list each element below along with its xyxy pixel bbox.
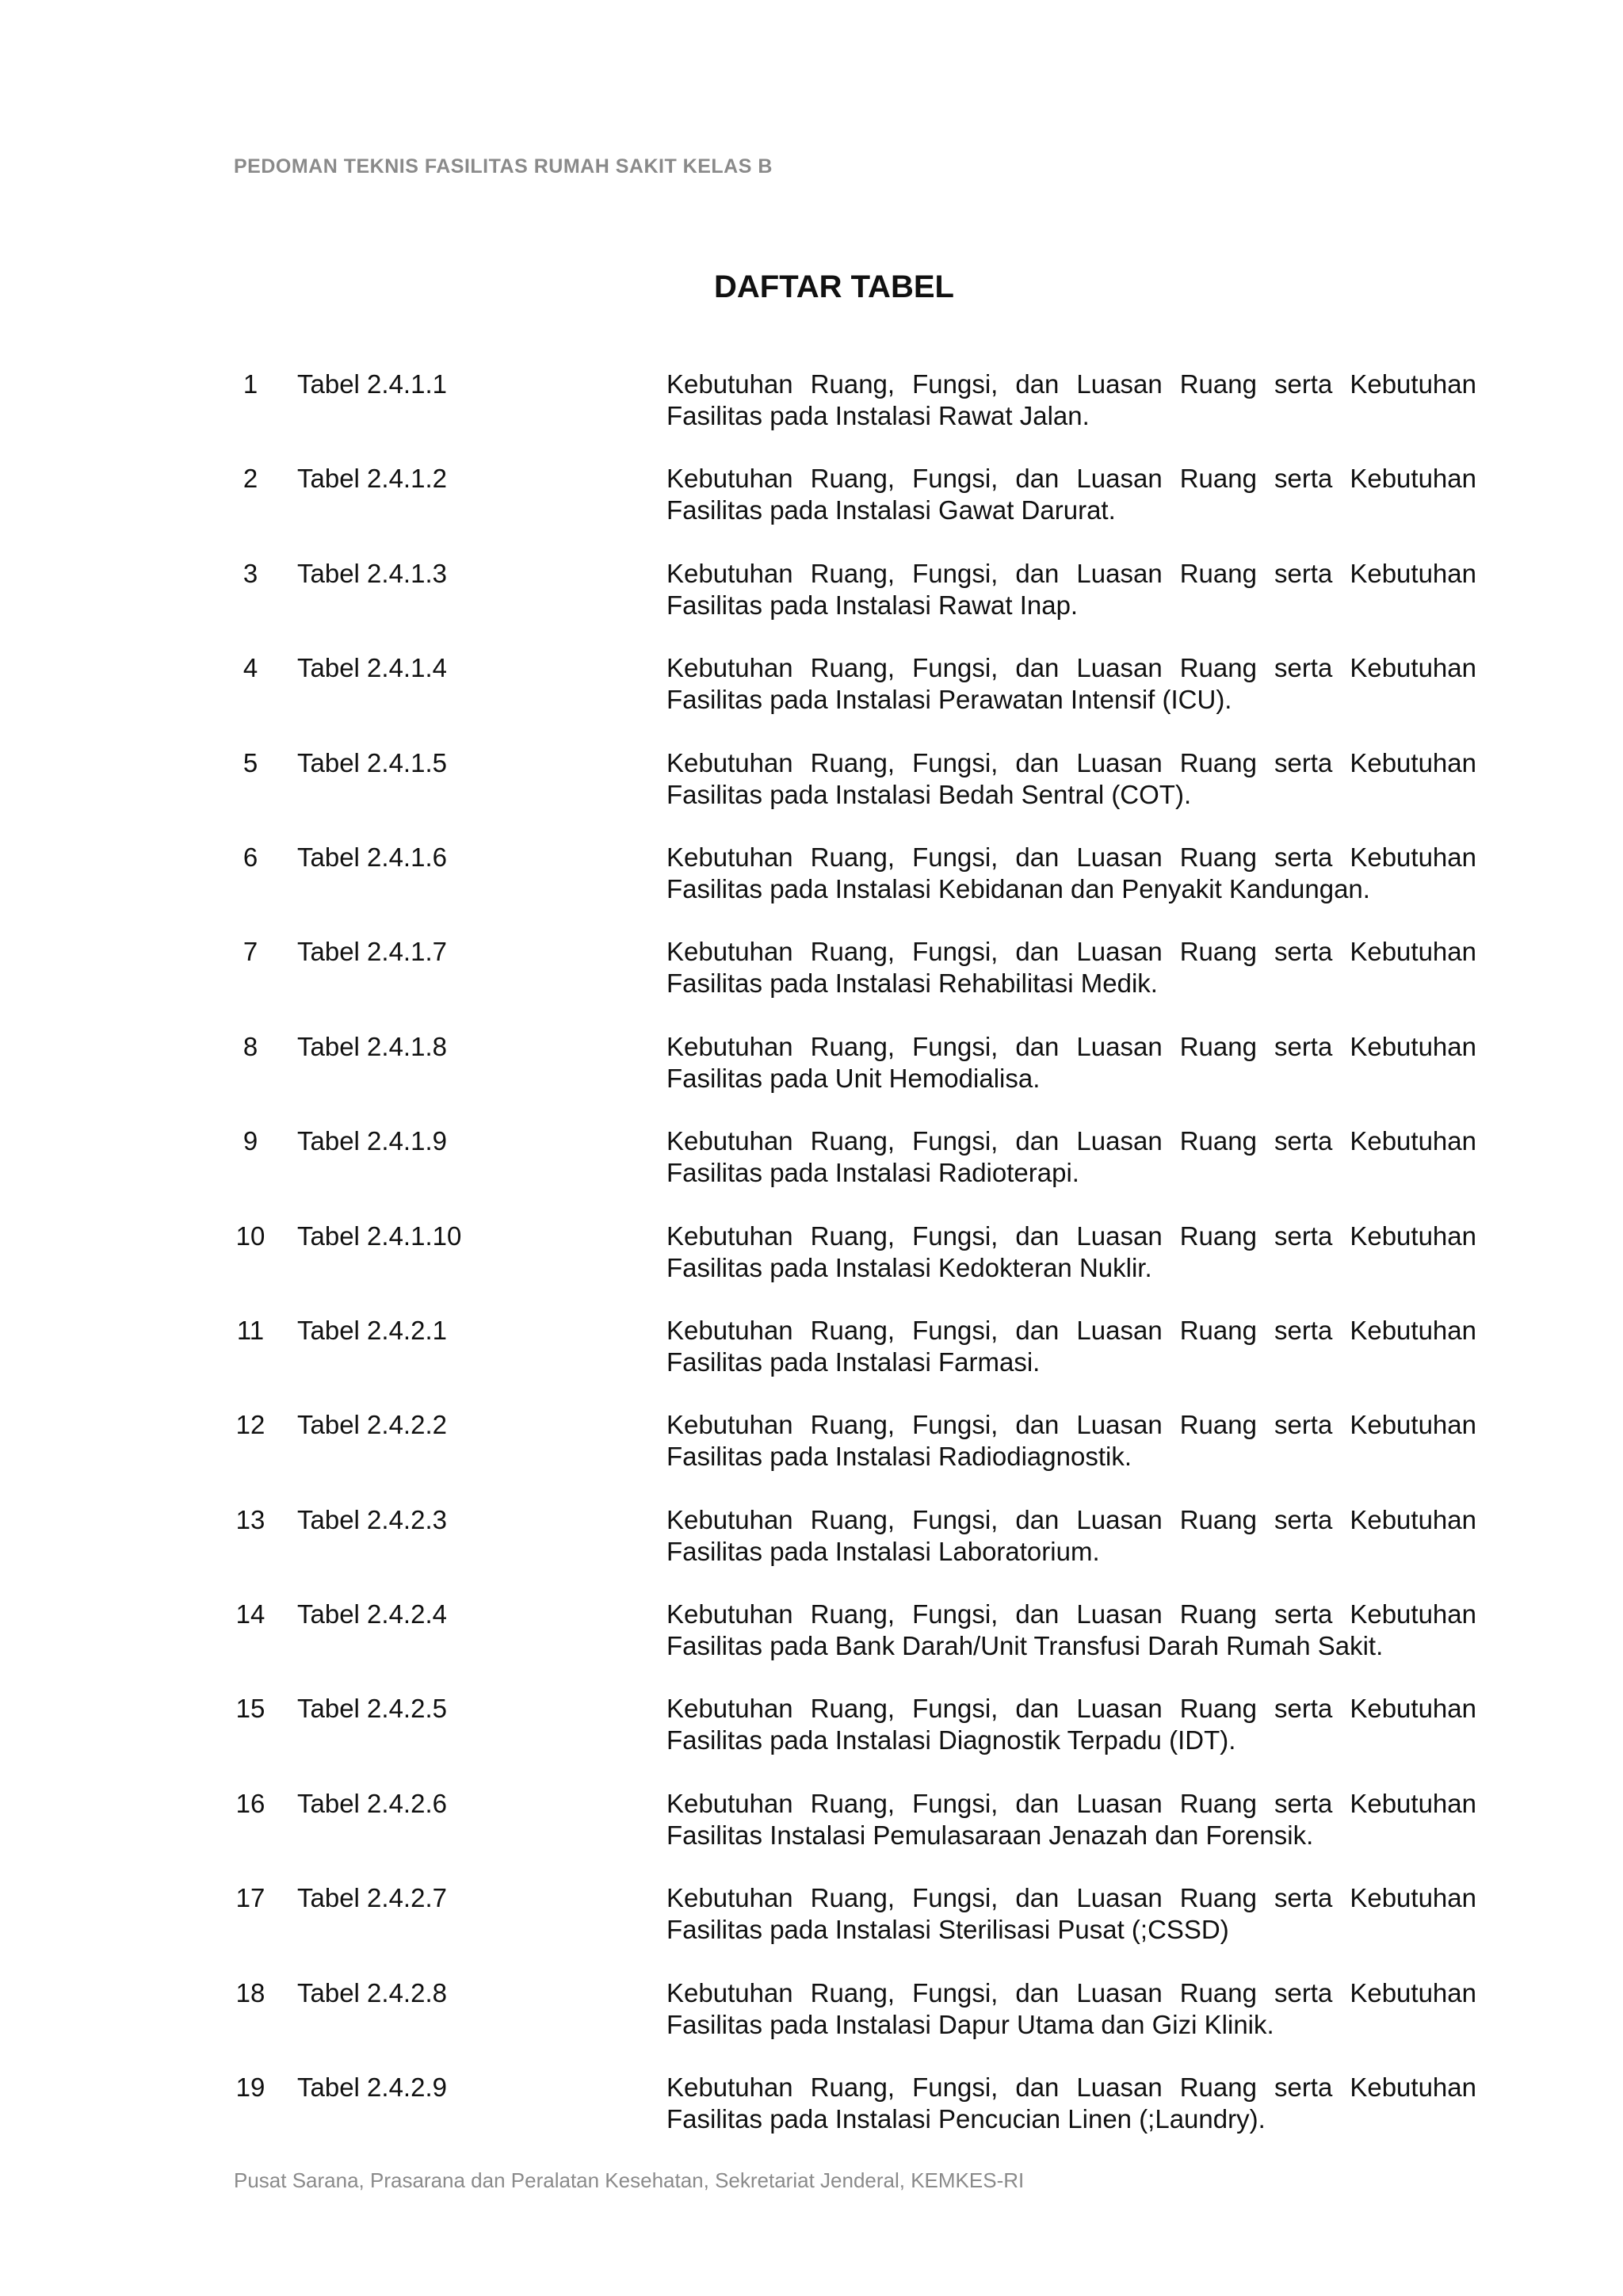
table-list-item [0, 1882, 1623, 1977]
item-number: 9 [242, 1126, 258, 1156]
table-reference: Tabel 2.4.2.4 [297, 1599, 447, 1629]
table-list-item [0, 842, 1623, 936]
item-number: 18 [235, 1977, 265, 2008]
table-reference: Tabel 2.4.2.6 [297, 1788, 447, 1818]
table-description: Kebutuhan Ruang, Fungsi, dan Luasan Ruang serta Kebutuhan Fasilitas pada Instalasi Sterilisasi Pusat (;CSSD) [666, 1883, 1476, 1945]
page-title: DAFTAR TABEL [714, 269, 954, 304]
table-list-item [0, 1031, 1623, 1125]
item-number: 16 [235, 1788, 265, 1818]
running-footer: Pusat Sarana, Prasarana dan Peralatan Kesehatan, Sekretariat Jenderal, KEMKES-RI [234, 2168, 1025, 2192]
table-list-item [0, 558, 1623, 652]
item-number: 19 [235, 2073, 265, 2103]
table-description: Kebutuhan Ruang, Fungsi, dan Luasan Ruang serta Kebutuhan Fasilitas pada Instalasi Rehabilitasi Medik. [666, 937, 1476, 999]
item-number: 15 [235, 1694, 265, 1724]
item-number: 2 [242, 464, 258, 494]
table-list-item [0, 1977, 1623, 2072]
table-description: Kebutuhan Ruang, Fungsi, dan Luasan Ruang serta Kebutuhan Fasilitas pada Instalasi Rawat Inap. [666, 558, 1476, 620]
table-reference: Tabel 2.4.1.7 [297, 937, 447, 967]
table-list-item [0, 747, 1623, 842]
table-reference: Tabel 2.4.1.10 [297, 1221, 462, 1251]
table-reference: Tabel 2.4.2.2 [297, 1410, 447, 1440]
item-number: 7 [242, 937, 258, 967]
table-description: Kebutuhan Ruang, Fungsi, dan Luasan Ruang serta Kebutuhan Fasilitas pada Instalasi Radiodiagnostik. [666, 1410, 1476, 1472]
table-description: Kebutuhan Ruang, Fungsi, dan Luasan Ruang serta Kebutuhan Fasilitas pada Instalasi Kebidanan dan Penyakit Kandungan. [666, 842, 1476, 904]
table-description: Kebutuhan Ruang, Fungsi, dan Luasan Ruang serta Kebutuhan Fasilitas pada Instalasi Diagnostik Terpadu (IDT). [666, 1694, 1476, 1755]
table-description: Kebutuhan Ruang, Fungsi, dan Luasan Ruang serta Kebutuhan Fasilitas pada Instalasi Rawat Jalan. [666, 369, 1476, 430]
table-list-item [0, 463, 1623, 557]
item-number: 14 [235, 1599, 265, 1629]
table-list-item [0, 2072, 1623, 2166]
table-description: Kebutuhan Ruang, Fungsi, dan Luasan Ruang serta Kebutuhan Fasilitas pada Instalasi Kedokteran Nuklir. [666, 1221, 1476, 1282]
table-description: Kebutuhan Ruang, Fungsi, dan Luasan Ruang serta Kebutuhan Fasilitas pada Instalasi Dapur Utama dan Gizi Klinik. [666, 1977, 1476, 2039]
table-description: Kebutuhan Ruang, Fungsi, dan Luasan Ruang serta Kebutuhan Fasilitas pada Bank Darah/Unit Transfusi Darah Rumah Sakit. [666, 1599, 1476, 1661]
item-number: 6 [242, 842, 258, 872]
table-reference: Tabel 2.4.1.1 [297, 369, 447, 399]
table-reference: Tabel 2.4.1.8 [297, 1031, 447, 1061]
table-reference: Tabel 2.4.2.3 [297, 1504, 447, 1534]
table-description: Kebutuhan Ruang, Fungsi, dan Luasan Ruang serta Kebutuhan Fasilitas Instalasi Pemulasaraan Jenazah dan Forensik. [666, 1788, 1476, 1850]
item-number: 1 [242, 369, 258, 399]
item-number: 12 [235, 1410, 265, 1440]
table-description: Kebutuhan Ruang, Fungsi, dan Luasan Ruang serta Kebutuhan Fasilitas pada Instalasi Farmasi. [666, 1315, 1476, 1377]
table-list [0, 369, 1623, 2166]
table-list-item [0, 1315, 1623, 1409]
table-list-item [0, 1599, 1623, 1693]
item-number: 10 [235, 1221, 265, 1251]
table-description: Kebutuhan Ruang, Fungsi, dan Luasan Ruang serta Kebutuhan Fasilitas pada Unit Hemodialisa. [666, 1031, 1476, 1093]
table-reference: Tabel 2.4.2.8 [297, 1977, 447, 2008]
table-list-item [0, 652, 1623, 747]
table-reference: Tabel 2.4.1.5 [297, 747, 447, 777]
table-list-item [0, 936, 1623, 1030]
table-reference: Tabel 2.4.2.7 [297, 1883, 447, 1913]
item-number: 8 [242, 1031, 258, 1061]
table-reference: Tabel 2.4.1.6 [297, 842, 447, 872]
table-description: Kebutuhan Ruang, Fungsi, dan Luasan Ruang serta Kebutuhan Fasilitas pada Instalasi Radioterapi. [666, 1126, 1476, 1188]
table-reference: Tabel 2.4.1.4 [297, 653, 447, 683]
item-number: 17 [235, 1883, 265, 1913]
item-number: 3 [242, 558, 258, 588]
table-description: Kebutuhan Ruang, Fungsi, dan Luasan Ruang serta Kebutuhan Fasilitas pada Instalasi Gawat Darurat. [666, 464, 1476, 525]
table-list-item [0, 1409, 1623, 1503]
table-reference: Tabel 2.4.2.9 [297, 2073, 447, 2103]
table-description: Kebutuhan Ruang, Fungsi, dan Luasan Ruang serta Kebutuhan Fasilitas pada Instalasi Laboratorium. [666, 1504, 1476, 1566]
table-reference: Tabel 2.4.1.3 [297, 558, 447, 588]
table-reference: Tabel 2.4.1.9 [297, 1126, 447, 1156]
table-list-item [0, 1125, 1623, 1220]
table-description: Kebutuhan Ruang, Fungsi, dan Luasan Ruang serta Kebutuhan Fasilitas pada Instalasi Perawatan Intensif (ICU). [666, 653, 1476, 715]
item-number: 4 [242, 653, 258, 683]
table-description: Kebutuhan Ruang, Fungsi, dan Luasan Ruang serta Kebutuhan Fasilitas pada Instalasi Pencucian Linen (;Laundry). [666, 2073, 1476, 2134]
table-list-item [0, 1504, 1623, 1599]
table-list-item [0, 1221, 1623, 1315]
table-list-item [0, 369, 1623, 463]
item-number: 5 [242, 747, 258, 777]
item-number: 13 [235, 1504, 265, 1534]
table-reference: Tabel 2.4.2.5 [297, 1694, 447, 1724]
table-list-item [0, 1693, 1623, 1787]
item-number: 11 [236, 1315, 265, 1345]
table-list-item [0, 1788, 1623, 1882]
table-reference: Tabel 2.4.1.2 [297, 464, 447, 494]
table-description: Kebutuhan Ruang, Fungsi, dan Luasan Ruang serta Kebutuhan Fasilitas pada Instalasi Bedah Sentral (COT). [666, 747, 1476, 809]
table-reference: Tabel 2.4.2.1 [297, 1315, 447, 1345]
running-header: PEDOMAN TEKNIS FASILITAS RUMAH SAKIT KELAS B [234, 155, 773, 178]
